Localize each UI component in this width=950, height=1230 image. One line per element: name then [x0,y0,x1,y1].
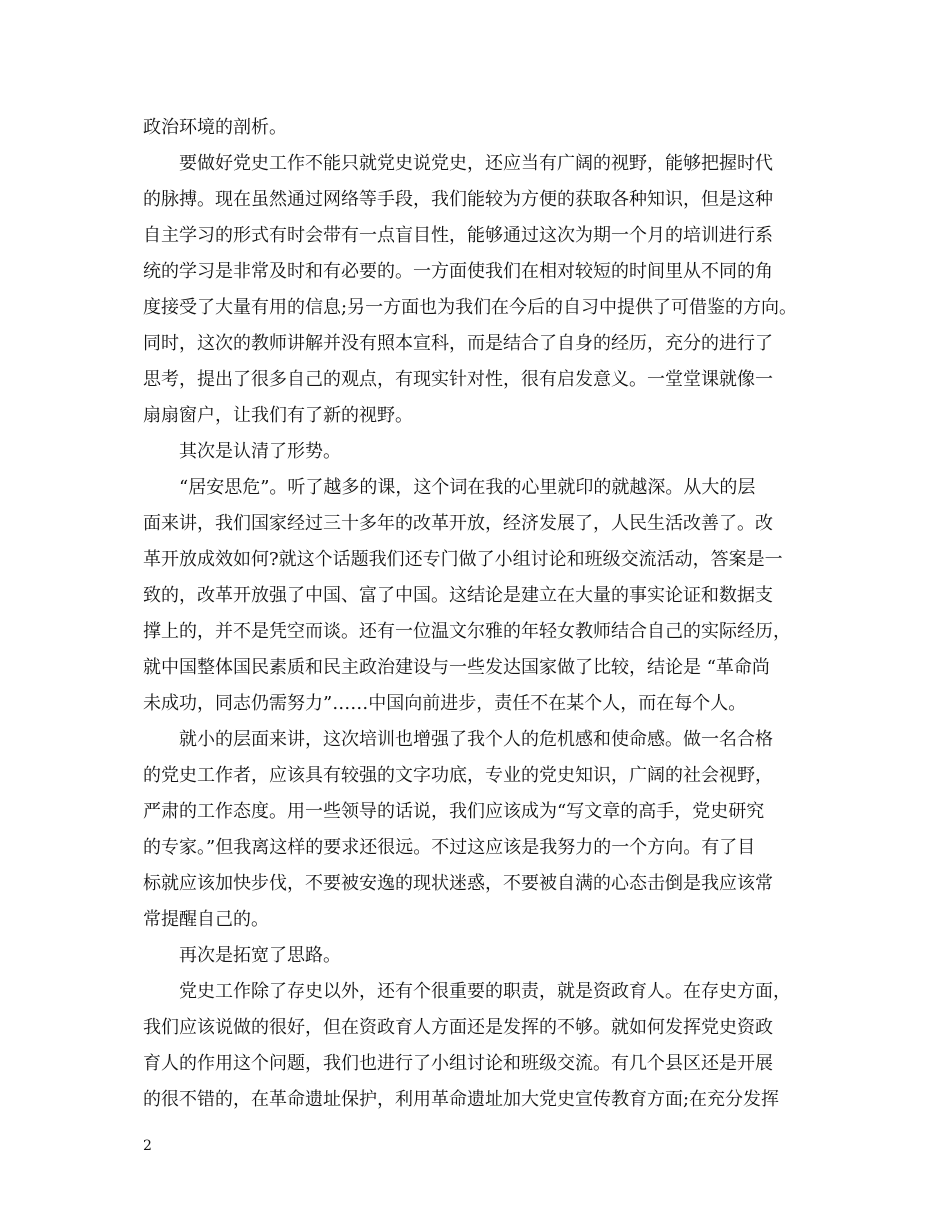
text-line: 度接受了大量有用的信息;另一方面也为我们在今后的自习中提供了可借鉴的方向。 [143,297,798,318]
section-heading: 再次是拓宽了思路。 [179,945,341,966]
text-line: 的党史工作者，应该具有较强的文字功底，专业的党史知识，广阔的社会视野， [143,765,773,786]
text-line: 革开放成效如何?就这个话题我们还专门做了小组讨论和班级交流活动，答案是一 [143,549,783,570]
text-line: 党史工作除了存史以外，还有个很重要的职责，就是资政育人。在存史方面， [179,981,791,1002]
text-line: 严肃的工作态度。用一些领导的话说，我们应该成为“写文章的高手，党史研究 [143,801,765,822]
text-line: 政治环境的剖析。 [143,117,287,138]
text-line: 思考，提出了很多自己的观点，有现实针对性，很有启发意义。一堂堂课就像一 [143,369,773,390]
text-line: 常提醒自己的。 [143,909,269,930]
text-line: 面来讲，我们国家经过三十多年的改革开放，经济发展了，人民生活改善了。改 [143,513,773,534]
text-line: 我们应该说做的很好，但在资政育人方面还是发挥的不够。就如何发挥党史资政 [143,1017,773,1038]
text-line: 的专家。”但我离这样的要求还很远。不过这应该是我努力的一个方向。有了目 [143,837,756,858]
text-line: 标就应该加快步伐，不要被安逸的现状迷惑，不要被自满的心态击倒是我应该常 [143,873,773,894]
text-line: 就小的层面来讲，这次培训也增强了我个人的危机感和使命感。做一名合格 [179,729,773,750]
text-line: 要做好党史工作不能只就党史说党史，还应当有广阔的视野，能够把握时代 [179,153,773,174]
text-line: 自主学习的形式有时会带有一点盲目性，能够通过这次为期一个月的培训进行系 [143,225,773,246]
text-line: 的很不错的，在革命遗址保护，利用革命遗址加大党史宣传教育方面;在充分发挥 [143,1089,780,1110]
text-line: 同时，这次的教师讲解并没有照本宣科，而是结合了自身的经历，充分的进行了 [143,333,773,354]
text-line: 致的，改革开放强了中国、富了中国。这结论是建立在大量的事实论证和数据支 [143,585,773,606]
text-line: “居安思危”。听了越多的课，这个词在我的心里就印的就越深。从大的层 [179,477,756,498]
text-line: 统的学习是非常及时和有必要的。一方面使我们在相对较短的时间里从不同的角 [143,261,773,282]
text-line: 就中国整体国民素质和民主政治建设与一些发达国家做了比较，结论是 “革命尚 [143,657,770,678]
section-heading: 其次是认清了形势。 [179,441,341,462]
text-line: 撑上的，并不是凭空而谈。还有一位温文尔雅的年轻女教师结合自己的实际经历， [143,621,791,642]
text-line: 扇扇窗户，让我们有了新的视野。 [143,405,413,426]
text-line: 的脉搏。现在虽然通过网络等手段，我们能较为方便的获取各种知识，但是这种 [143,189,773,210]
text-line: 未成功，同志仍需努力”……中国向前进步，责任不在某个人，而在每个人。 [143,693,747,714]
page-number: 2 [143,1138,152,1154]
text-line: 育人的作用这个问题，我们也进行了小组讨论和班级交流。有几个县区还是开展 [143,1053,773,1074]
